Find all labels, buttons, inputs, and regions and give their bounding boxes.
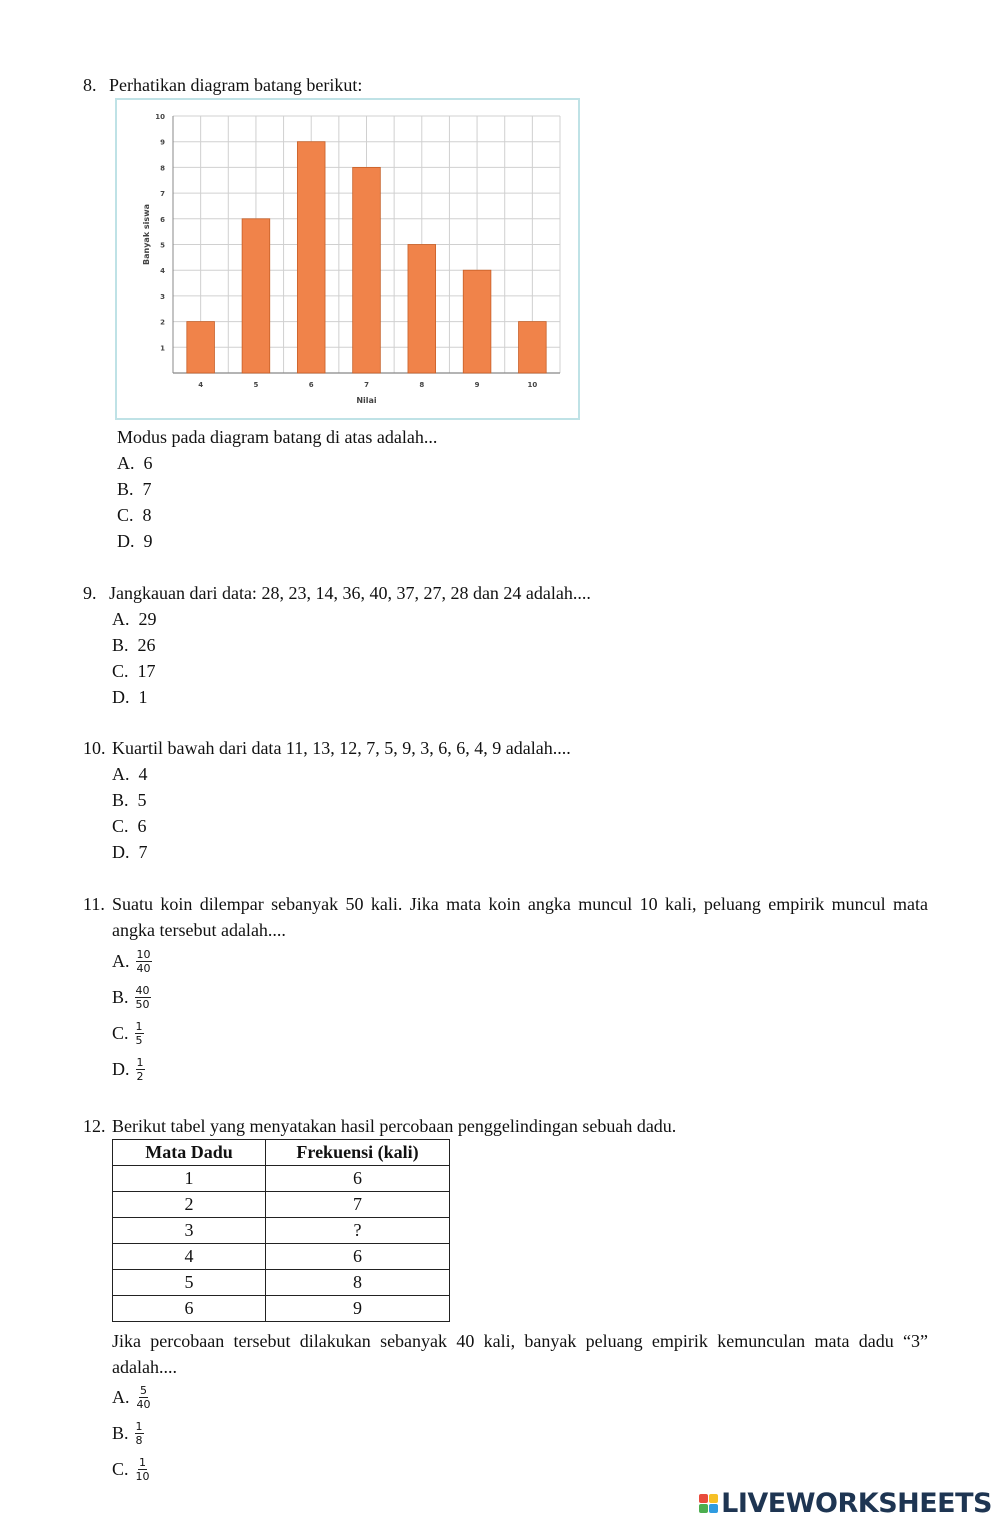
q11-option-d[interactable]: D. $\frac{1}{2}$: [112, 1055, 144, 1083]
q9-heading: [83, 581, 591, 605]
table-cell: 6: [266, 1166, 450, 1192]
q9-option-a[interactable]: A. 29: [112, 609, 157, 629]
q11-option-c[interactable]: C. $\frac{1}{5}$: [112, 1019, 143, 1047]
x-tick-label: 10: [527, 381, 538, 389]
table-cell: 2: [113, 1192, 266, 1218]
q8-option-c[interactable]: C. 8: [117, 505, 152, 525]
q9-option-c[interactable]: C. 17: [112, 661, 156, 681]
q12-question: Jika percobaan tersebut dilakukan sebanyak 40 kali, banyak peluang empirik kemunculan mata dadu “3” adalah....: [112, 1331, 928, 1377]
table-header-row: [113, 1140, 450, 1166]
table-cell: 9: [266, 1296, 450, 1322]
logo-text: LIVEWORKSHEETS: [721, 1488, 992, 1519]
x-tick-label: 7: [364, 381, 369, 389]
table-header-mata-dadu: Mata Dadu: [113, 1140, 266, 1166]
q9-option-b[interactable]: B. 26: [112, 635, 156, 655]
table-row: [113, 1192, 450, 1218]
table-cell: 6: [113, 1296, 266, 1322]
q10-text: Kuartil bawah dari data 11, 13, 12, 7, 5, 9, 3, 6, 6, 4, 9 adalah....: [112, 738, 571, 758]
x-tick-label: 9: [474, 381, 480, 389]
q10-option-d[interactable]: D. 7: [112, 842, 148, 862]
bar-chart: [117, 100, 578, 418]
q10-option-a[interactable]: A. 4: [112, 764, 148, 784]
table-row: [113, 1296, 450, 1322]
q8-option-a[interactable]: A. 6: [117, 453, 153, 473]
table-cell: 1: [113, 1166, 266, 1192]
y-tick-label: 2: [160, 318, 165, 327]
q8-number: 8.: [83, 75, 97, 95]
y-tick-label: 6: [160, 215, 165, 224]
table-row: [113, 1218, 450, 1244]
table-header-frekuensi: Frekuensi (kali): [266, 1140, 450, 1166]
table-cell: 4: [113, 1244, 266, 1270]
q8-text: Perhatikan diagram batang berikut:: [109, 75, 363, 95]
bar-4: [187, 322, 215, 373]
q8-option-d[interactable]: D. 9: [117, 531, 153, 551]
q8-question: Modus pada diagram batang di atas adalah...: [117, 427, 438, 447]
q10-option-b[interactable]: B. 5: [112, 790, 147, 810]
table-cell: 7: [266, 1192, 450, 1218]
dice-frequency-table: [112, 1139, 450, 1322]
y-tick-label: 5: [160, 241, 165, 250]
q12-option-c[interactable]: C. $\frac{1}{10}$: [112, 1455, 150, 1483]
q11-option-a[interactable]: A. $\frac{10}{40}$: [112, 947, 151, 975]
y-tick-label: 3: [160, 292, 165, 301]
q8-heading: [83, 73, 362, 97]
bar-6: [297, 142, 325, 373]
y-axis-title: Banyak siswa: [142, 204, 151, 265]
bar-chart-frame: [115, 98, 580, 420]
q10-option-c[interactable]: C. 6: [112, 816, 147, 836]
q12-number: 12.: [83, 1116, 106, 1136]
q11-option-b[interactable]: B. $\frac{40}{50}$: [112, 983, 150, 1011]
bar-9: [463, 270, 491, 373]
y-tick-label: 7: [160, 190, 165, 199]
y-tick-label: 9: [160, 138, 165, 147]
bar-5: [242, 219, 270, 373]
q12-option-a[interactable]: A. $\frac{5}{40}$: [112, 1383, 151, 1411]
table-cell: 3: [113, 1218, 266, 1244]
x-tick-label: 5: [253, 381, 259, 389]
q10-number: 10.: [83, 738, 106, 758]
x-tick-label: 4: [198, 381, 204, 389]
table-row: [113, 1244, 450, 1270]
x-tick-label: 6: [308, 381, 314, 389]
q9-option-d[interactable]: D. 1: [112, 687, 148, 707]
bar-10: [519, 322, 547, 373]
q9-number: 9.: [83, 583, 97, 603]
q11-heading: [83, 891, 928, 943]
x-tick-label: 8: [419, 381, 425, 389]
q12-heading: [83, 1114, 676, 1138]
bar-7: [353, 167, 381, 373]
table-cell: 8: [266, 1270, 450, 1296]
y-tick-label: 10: [155, 113, 165, 121]
q11-text: Suatu koin dilempar sebanyak 50 kali. Jika mata koin angka muncul 10 kali, peluang empirik muncul mata angka tersebut adalah....: [112, 894, 928, 940]
q8-option-b[interactable]: B. 7: [117, 479, 152, 499]
q12-text: Berikut tabel yang menyatakan hasil percobaan penggelindingan sebuah dadu.: [112, 1116, 677, 1136]
table-cell: 5: [113, 1270, 266, 1296]
table-row: [113, 1270, 450, 1296]
q11-number: 11.: [83, 894, 105, 914]
table-cell: ?: [266, 1218, 450, 1244]
table-cell: 6: [266, 1244, 450, 1270]
table-row: [113, 1166, 450, 1192]
y-tick-label: 4: [160, 267, 165, 276]
q10-heading: [83, 736, 571, 760]
logo-grid-icon: [699, 1494, 718, 1513]
q12-option-b[interactable]: B. $\frac{1}{8}$: [112, 1419, 143, 1447]
y-tick-label: 8: [160, 164, 165, 173]
liveworksheets-logo[interactable]: [699, 1488, 992, 1519]
q9-text: Jangkauan dari data: 28, 23, 14, 36, 40, 37, 27, 28 dan 24 adalah....: [109, 583, 591, 603]
x-axis-title: Nilai: [356, 396, 377, 405]
y-tick-label: 1: [160, 344, 165, 353]
bar-8: [408, 245, 436, 374]
